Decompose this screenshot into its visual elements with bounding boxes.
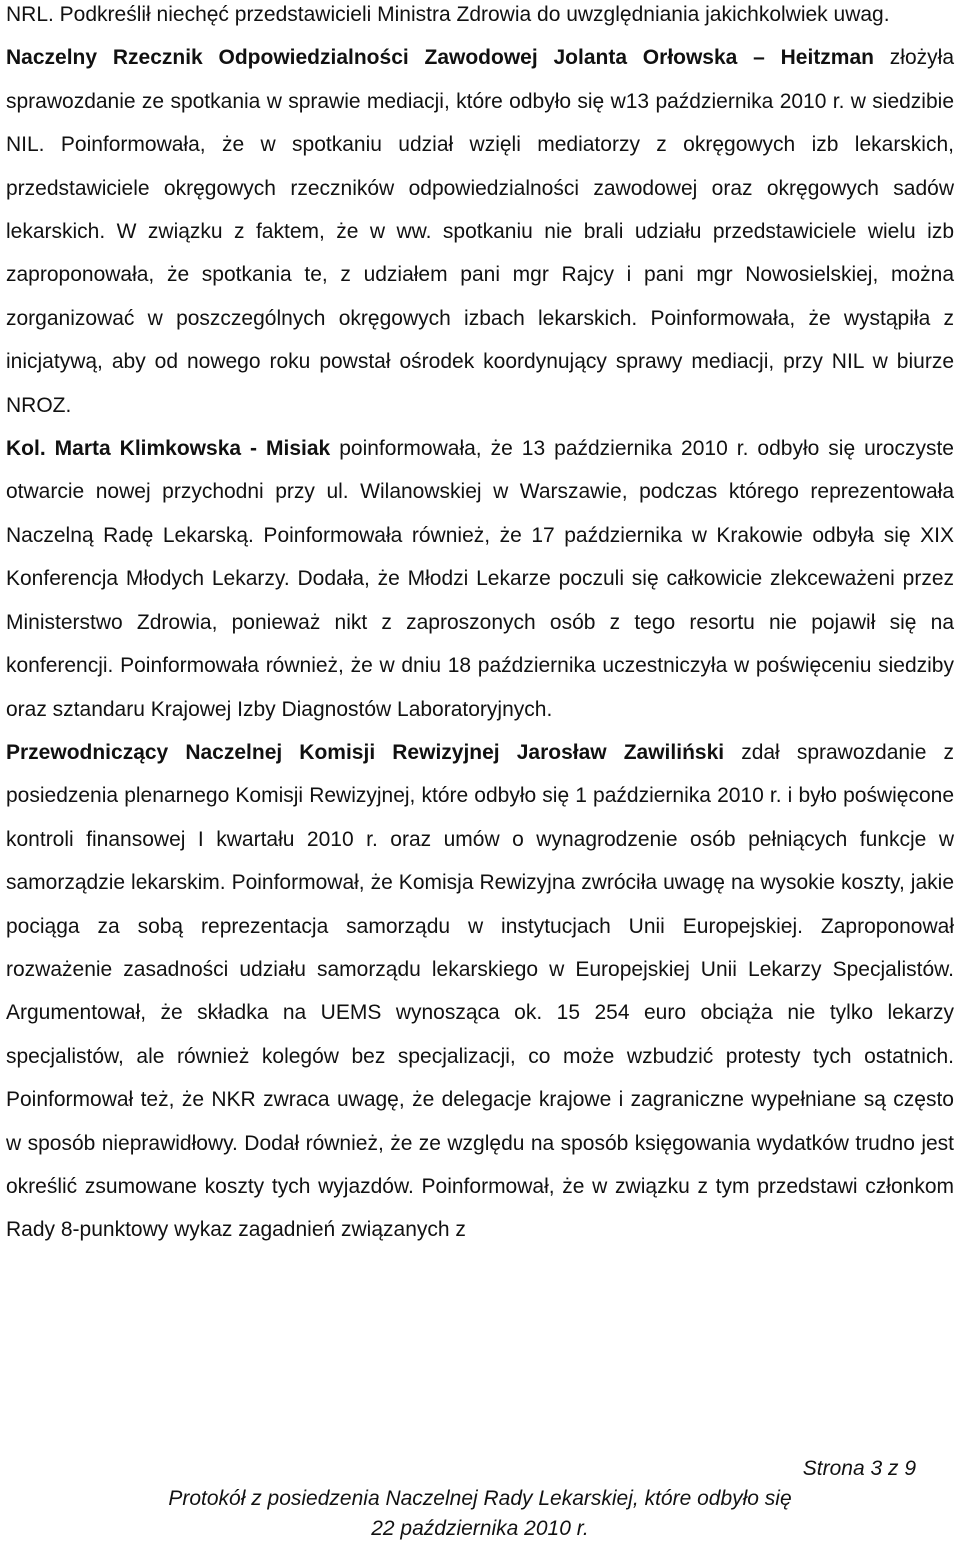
- paragraph: [6, 36, 954, 427]
- paragraph: [6, 731, 954, 1252]
- page-number: Strona 3 z 9: [802, 1457, 916, 1480]
- footer-line-2: 22 października 2010 r.: [371, 1517, 589, 1540]
- document-body: [6, 0, 954, 1252]
- paragraph-text: złożyła sprawozdanie ze spotkania w sprawie mediacji, które odbyło się w13 października 2010 r. w siedzibie NIL. Poinformowała, że w spotkaniu udział wzięli mediatorzy z okręgowych izb lekarskich, przedstawiciele okręgowych rzeczników odpowiedzialności zawodowej oraz okręgowych sadów lekarskich. W związku z faktem, że w ww. spotkaniu nie brali udziału przedstawiciele wielu izb zaproponowała, że spotkania te, z udziałem pani mgr Rajcy i pani mgr Nowosielskiej, można zorganizować w poszczególnych okręgowych izbach lekarskich. Poinformowała, że wystąpiła z inicjatywą, aby od nowego roku powstał ośrodek koordynujący sprawy mediacji, przy NIL w biurze NROZ.: [6, 46, 954, 417]
- paragraph-text: poinformowała, że 13 października 2010 r. odbyło się uroczyste otwarcie nowej przychodni przy ul. Wilanowskiej w Warszawie, podczas którego reprezentowała Naczelną Radę Lekarską. Poinformowała również, że 17 października w Krakowie odbyła się XIX Konferencja Młodych Lekarzy. Dodała, że Młodzi Lekarze poczuli się całkowicie zlekceważeni przez Ministerstwo Zdrowia, ponieważ nikt z zaproszonych osób z tego resortu nie pojawił się na konferencji. Poinformowała również, że w dniu 18 października uczestniczyła w poświęceniu siedziby oraz sztandaru Krajowej Izby Diagnostów Laboratoryjnych.: [6, 437, 954, 721]
- footer-line-1: Protokół z posiedzenia Naczelnej Rady Lekarskiej, które odbyło się: [168, 1487, 792, 1510]
- paragraph-text: NRL. Podkreślił niechęć przedstawicieli Ministra Zdrowia do uwzględniania jakichkolwiek uwag.: [6, 3, 890, 26]
- speaker-name: Naczelny Rzecznik Odpowiedzialności Zawodowej Jolanta Orłowska – Heitzman: [6, 46, 874, 70]
- speaker-name: Kol. Marta Klimkowska - Misiak: [6, 437, 331, 461]
- paragraph-text: zdał sprawozdanie z posiedzenia plenarnego Komisji Rewizyjnej, które odbyło się 1 października 2010 r. i było poświęcone kontroli finansowej I kwartału 2010 r. oraz umów o wynagrodzenie osób pełniących funkcje w samorządzie lekarskim. Poinformował, że Komisja Rewizyjna zwróciła uwagę na wysokie koszty, jakie pociąga za sobą reprezentacja samorządu w instytucjach Unii Europejskiej. Zaproponował rozważenie zasadności udziału samorządu lekarskiego w Europejskiej Unii Lekarzy Specjalistów. Argumentował, że składka na UEMS wynosząca ok. 15 254 euro obciąża nie tylko lekarzy specjalistów, ale również kolegów bez specjalizacji, co może wzbudzić protesty tych ostatnich. Poinformował też, że NKR zwraca uwagę, że delegacje krajowe i zagraniczne wypełniane są często w sposób nieprawidłowy. Dodał również, że ze względu na sposób księgowania wydatków trudno jest określić zsumowane koszty tych wyjazdów. Poinformował, że w związku z tym przedstawi członkom Rady 8-punktowy wykaz zagadnień związanych z: [6, 740, 955, 1242]
- page-footer: [0, 1484, 960, 1544]
- speaker-name: Przewodniczący Naczelnej Komisji Rewizyjnej Jarosław Zawiliński: [6, 740, 725, 764]
- paragraph: [6, 0, 954, 36]
- paragraph: [6, 427, 954, 731]
